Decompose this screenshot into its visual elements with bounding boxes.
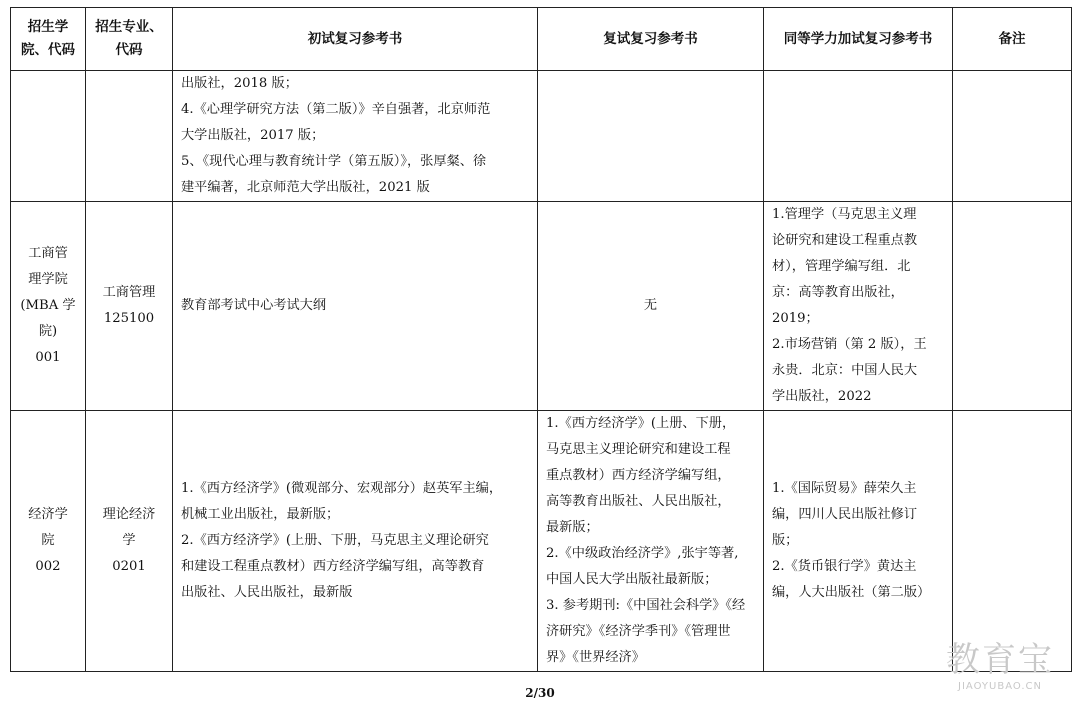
text-line: 工商管理 <box>102 285 156 300</box>
cell-initial-books <box>173 411 538 672</box>
text-line: 机械工业出版社，最新版； <box>181 507 340 522</box>
text-line: 2.《货币银行学》黄达主 <box>772 559 917 574</box>
header-remarks: 备注 <box>953 8 1072 71</box>
text-line: 马克思主义理论研究和建设工程 <box>546 442 731 457</box>
watermark-main: 教育宝 <box>946 640 1054 680</box>
text-line: 济研究》《经济学季刊》《管理世 <box>546 624 731 639</box>
cell-retest-books <box>538 71 764 202</box>
text-line: 中国人民大学出版社最新版； <box>546 572 718 587</box>
cell-college <box>11 202 86 411</box>
header-retest-books: 复试复习参考书 <box>538 8 764 71</box>
text-line: 125100 <box>103 311 155 326</box>
text-line: 2.市场营销（第 2 版），王 <box>772 337 927 352</box>
cell-equivalent-books <box>764 202 953 411</box>
watermark-sub: JIAOYUBAO.CN <box>958 681 1042 692</box>
text-line: 1.《国际贸易》薛荣久主 <box>772 481 917 496</box>
text-line: 出版社，2018 版； <box>181 76 298 91</box>
text-line: 2.《西方经济学》(上册、下册，马克思主义理论研究 <box>181 533 489 548</box>
table-row <box>11 71 1072 202</box>
text-line: 经济学 <box>28 507 68 522</box>
cell-remarks <box>953 71 1072 202</box>
header-major <box>86 8 173 71</box>
header-college-line: 招生学 <box>27 19 69 35</box>
text-line: 版； <box>772 533 799 548</box>
cell-retest-books <box>538 202 764 411</box>
cell-major <box>86 71 173 202</box>
table-row <box>11 411 1072 672</box>
text-line: 1.《西方经济学》(上册、下册， <box>546 416 736 431</box>
cell-major <box>86 411 173 672</box>
reference-books-table <box>10 7 1072 672</box>
text-line: 论研究和建设工程重点教 <box>772 233 918 248</box>
text-line: 重点教材）西方经济学编写组， <box>546 468 731 483</box>
text-line: 和建设工程重点教材）西方经济学编写组，高等教育 <box>181 559 485 574</box>
text-line: 理学院 <box>28 272 68 287</box>
table-row <box>11 202 1072 411</box>
cell-retest-books <box>538 411 764 672</box>
text-line: 京：高等教育出版社， <box>772 285 904 300</box>
table-header-row <box>11 8 1072 71</box>
text-line: 界》《世界经济》 <box>546 650 645 665</box>
cell-initial-books <box>173 71 538 202</box>
text-line: 工商管 <box>28 246 68 261</box>
header-college-line: 院、代码 <box>21 42 75 58</box>
text-line: 2019； <box>772 311 819 326</box>
header-college <box>11 8 86 71</box>
text-line: (MBA 学 <box>20 298 76 313</box>
cell-remarks <box>953 411 1072 672</box>
text-line: 001 <box>35 350 61 365</box>
text-line: 最新版； <box>546 520 599 535</box>
text-line: 院 <box>41 533 55 548</box>
text-line: 4.《心理学研究方法（第二版）》辛自强著，北京师范 <box>181 102 491 117</box>
text-line: 1.管理学（马克思主义理 <box>772 207 917 222</box>
text-line: 无 <box>643 298 658 313</box>
watermark-logo <box>930 640 1070 700</box>
text-line: 学 <box>122 533 136 548</box>
cell-major <box>86 202 173 411</box>
cell-remarks <box>953 202 1072 411</box>
cell-initial-books <box>173 202 538 411</box>
text-line: 编，人大出版社（第二版） <box>772 585 931 600</box>
text-line: 出版社、人民出版社，最新版 <box>181 585 353 600</box>
text-line: 建平编著，北京师范大学出版社，2021 版 <box>181 180 430 195</box>
text-line: 002 <box>35 559 61 574</box>
page-number: 2/30 <box>525 686 555 700</box>
text-line: 5、《现代心理与教育统计学（第五版）》，张厚粲、徐 <box>181 154 487 169</box>
text-line: 教育部考试中心考试大纲 <box>181 298 327 313</box>
text-line: 材），管理学编写组．北 <box>772 259 911 274</box>
text-line: 学出版社，2022 <box>772 389 872 404</box>
text-line: 永贵．北京：中国人民大 <box>772 363 918 378</box>
text-line: 3. 参考期刊:《中国社会科学》《经 <box>546 598 746 613</box>
text-line: 0201 <box>112 559 146 574</box>
header-major-line: 招生专业、 <box>95 19 163 35</box>
text-line: 编，四川人民出版社修订 <box>772 507 918 522</box>
cell-college <box>11 71 86 202</box>
text-line: 理论经济 <box>102 507 156 522</box>
header-equivalent-books: 同等学力加试复习参考书 <box>764 8 953 71</box>
text-line: 2.《中级政治经济学》,张宇等著, <box>546 546 739 561</box>
cell-equivalent-books <box>764 411 953 672</box>
text-line: 高等教育出版社、人民出版社， <box>546 494 731 509</box>
text-line: 院) <box>38 324 58 339</box>
header-initial-books: 初试复习参考书 <box>173 8 538 71</box>
cell-equivalent-books <box>764 71 953 202</box>
text-line: 1.《西方经济学》(微观部分、宏观部分）赵英军主编， <box>181 481 503 496</box>
text-line: 大学出版社，2017 版； <box>181 128 325 143</box>
cell-college <box>11 411 86 672</box>
header-major-line: 代码 <box>115 42 143 58</box>
